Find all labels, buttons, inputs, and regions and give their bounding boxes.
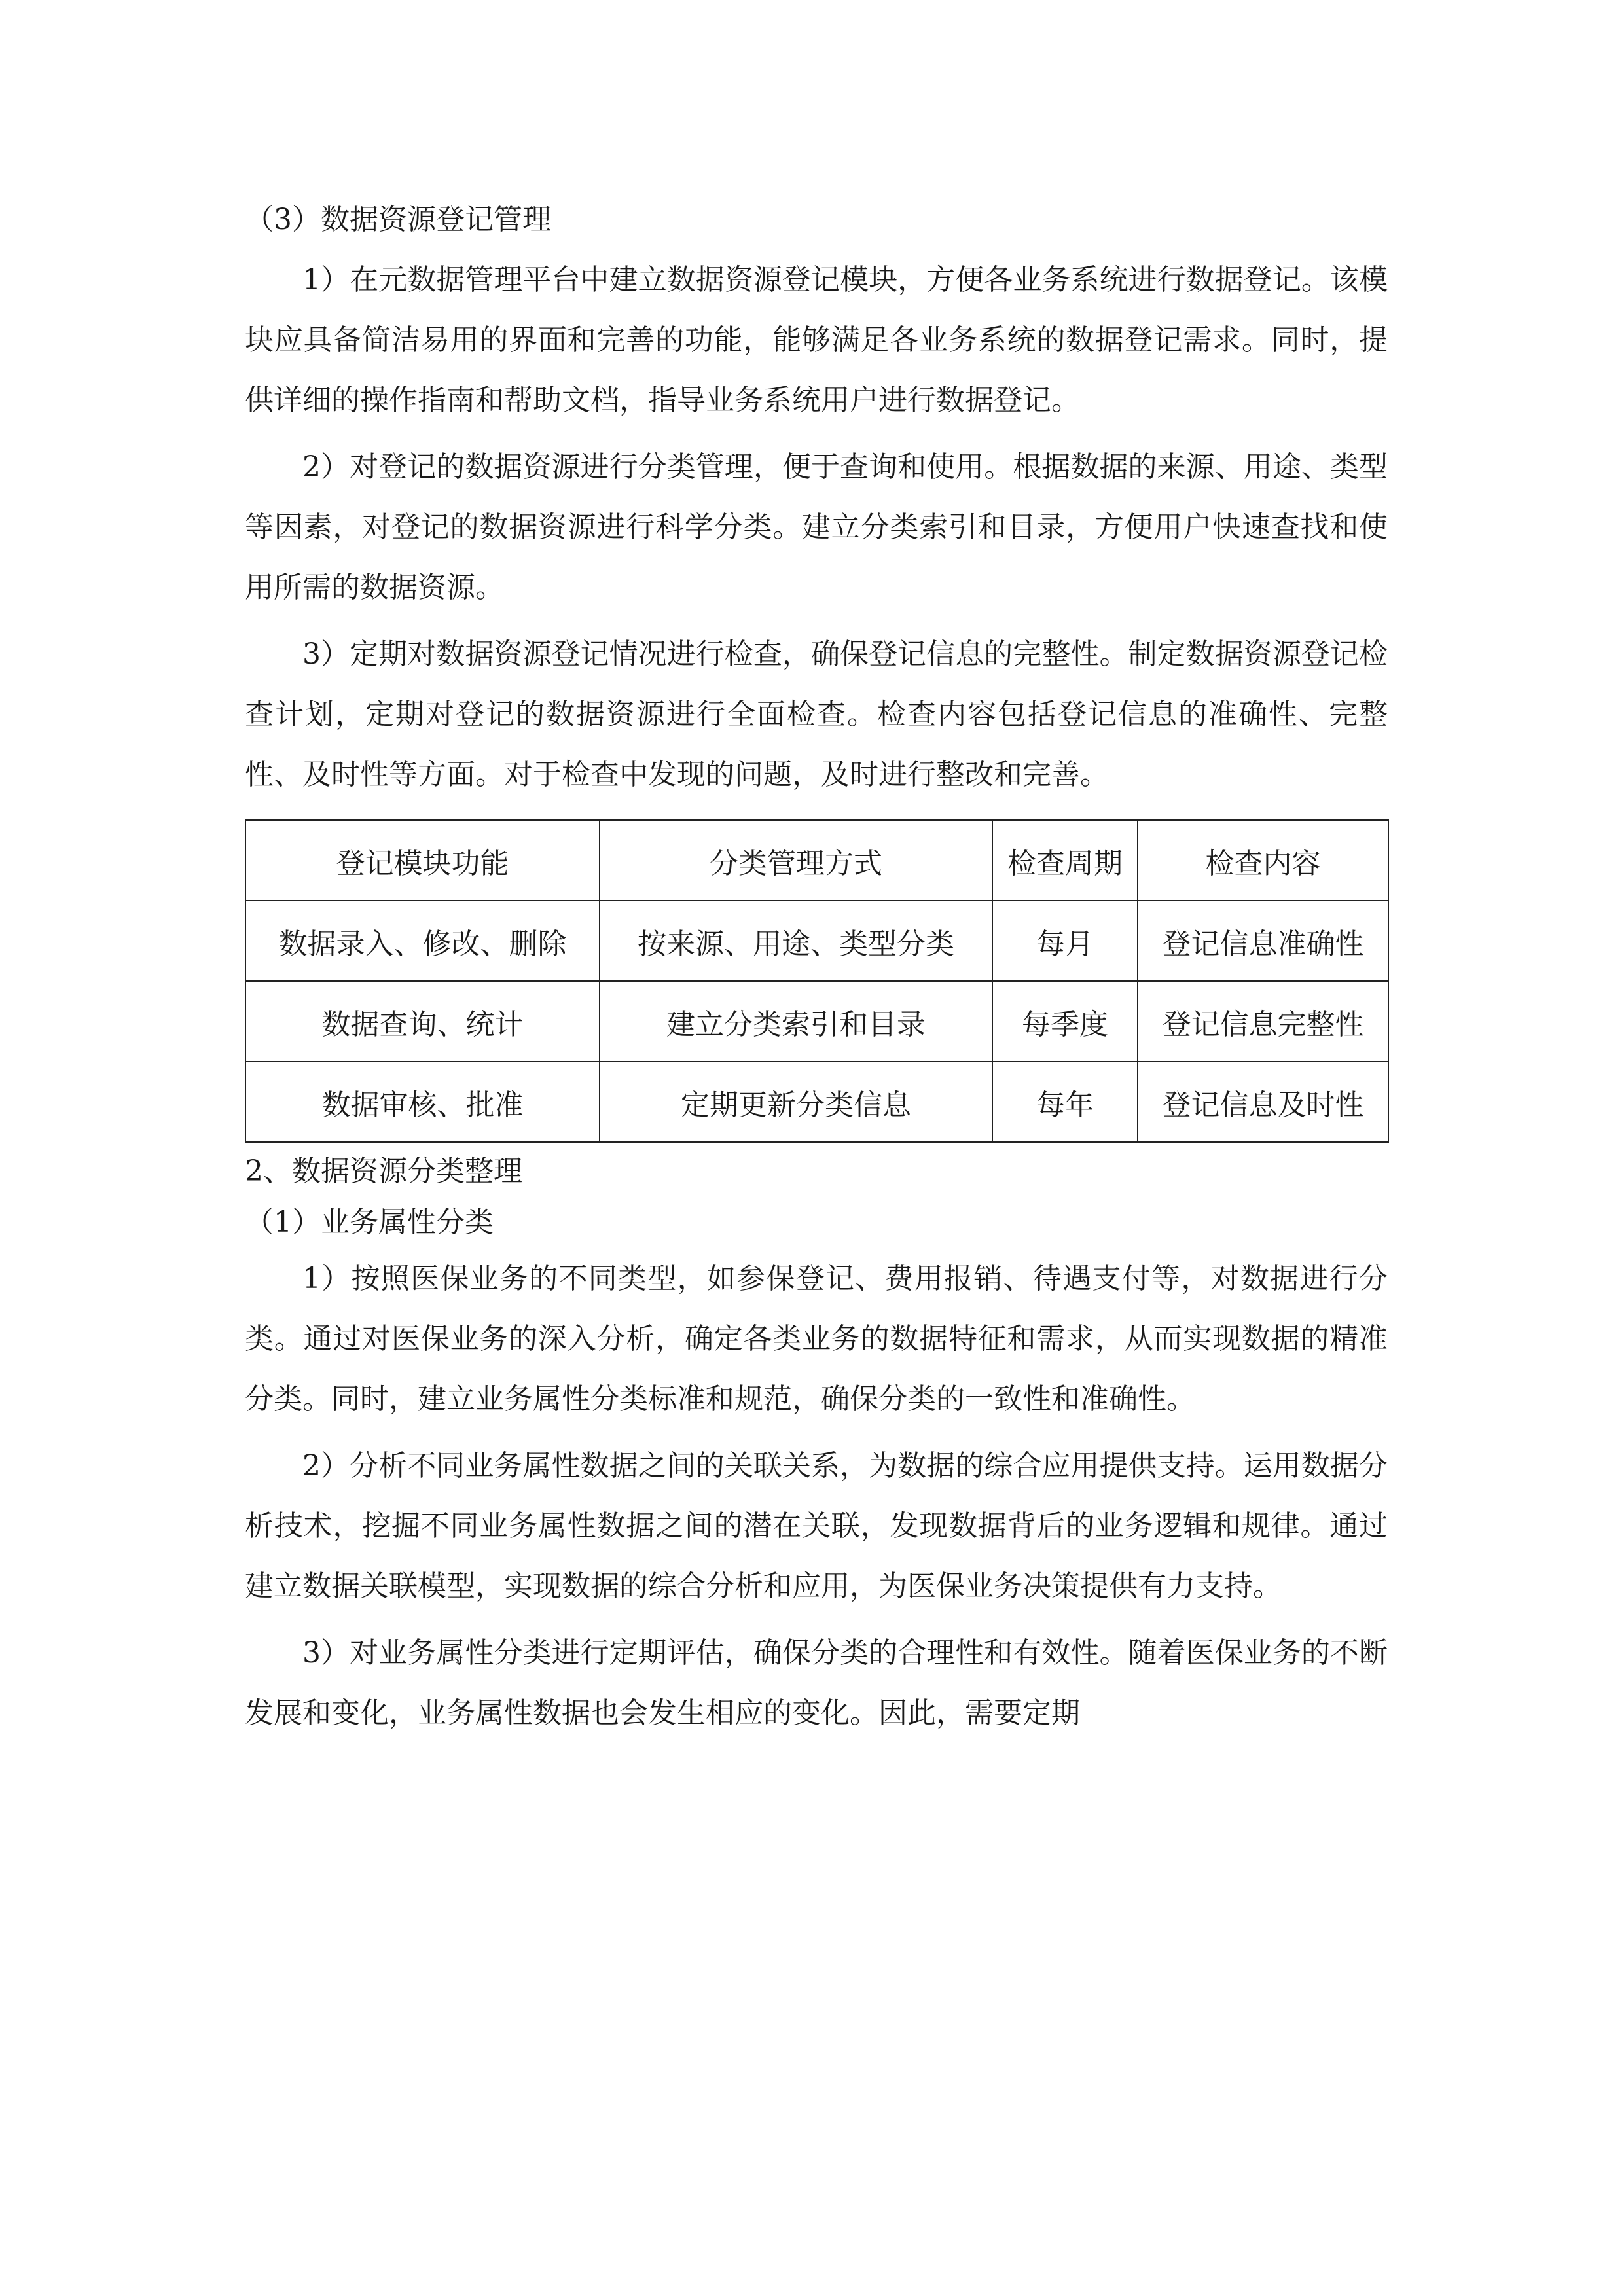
table-row — [245, 1062, 1388, 1142]
table-cell: 登记信息及时性 — [1138, 1062, 1388, 1142]
table-header-cell: 检查内容 — [1138, 820, 1388, 901]
paragraph: 3）对业务属性分类进行定期评估，确保分类的合理性和有效性。随着医保业务的不断发展和变化，业务属性数据也会发生相应的变化。因此，需要定期 — [245, 1636, 1388, 1730]
table-cell: 数据审核、批准 — [245, 1062, 600, 1142]
table-header-cell: 分类管理方式 — [600, 820, 992, 901]
paragraph: 1）在元数据管理平台中建立数据资源登记模块，方便各业务系统进行数据登记。该模块应具备简洁易用的界面和完善的功能，能够满足各业务系统的数据登记需求。同时，提供详细的操作指南和帮助文档，指导业务系统用户进行数据登记。 — [245, 263, 1388, 417]
table-cell: 登记信息准确性 — [1138, 901, 1388, 981]
table-cell: 每季度 — [992, 981, 1138, 1062]
table-cell: 每月 — [992, 901, 1138, 981]
document-page — [245, 190, 1388, 1750]
section-heading-classification: 2、数据资源分类整理 — [245, 1155, 522, 1188]
paragraph: 2）对登记的数据资源进行分类管理，便于查询和使用。根据数据的来源、用途、类型等因素，对登记的数据资源进行科学分类。建立分类索引和目录，方便用户快速查找和使用所需的数据资源。 — [245, 450, 1388, 604]
table-header-cell: 登记模块功能 — [245, 820, 600, 901]
table-cell: 建立分类索引和目录 — [600, 981, 992, 1062]
table-row — [245, 901, 1388, 981]
registration-table — [245, 819, 1389, 1143]
paragraph: 3）定期对数据资源登记情况进行检查，确保登记信息的完整性。制定数据资源登记检查计划，定期对登记的数据资源进行全面检查。检查内容包括登记信息的准确性、完整性、及时性等方面。对于检查中发现的问题，及时进行整改和完善。 — [245, 637, 1388, 791]
table-header-cell: 检查周期 — [992, 820, 1138, 901]
table-cell: 定期更新分类信息 — [600, 1062, 992, 1142]
table-cell: 登记信息完整性 — [1138, 981, 1388, 1062]
table-cell: 数据录入、修改、删除 — [245, 901, 600, 981]
table-header-row — [245, 820, 1388, 901]
table-cell: 每年 — [992, 1062, 1138, 1142]
table-cell: 数据查询、统计 — [245, 981, 600, 1062]
subsection-heading-business: （1）业务属性分类 — [245, 1206, 494, 1239]
table-row — [245, 981, 1388, 1062]
paragraph: 1）按照医保业务的不同类型，如参保登记、费用报销、待遇支付等，对数据进行分类。通过对医保业务的深入分析，确定各类业务的数据特征和需求，从而实现数据的精准分类。同时，建立业务属性分类标准和规范，确保分类的一致性和准确性。 — [245, 1262, 1388, 1416]
paragraph: 2）分析不同业务属性数据之间的关联关系，为数据的综合应用提供支持。运用数据分析技术，挖掘不同业务属性数据之间的潜在关联，发现数据背后的业务逻辑和规律。通过建立数据关联模型，实现数据的综合分析和应用，为医保业务决策提供有力支持。 — [245, 1449, 1388, 1603]
table-cell: 按来源、用途、类型分类 — [600, 901, 992, 981]
section-heading-registration: （3）数据资源登记管理 — [245, 203, 551, 236]
